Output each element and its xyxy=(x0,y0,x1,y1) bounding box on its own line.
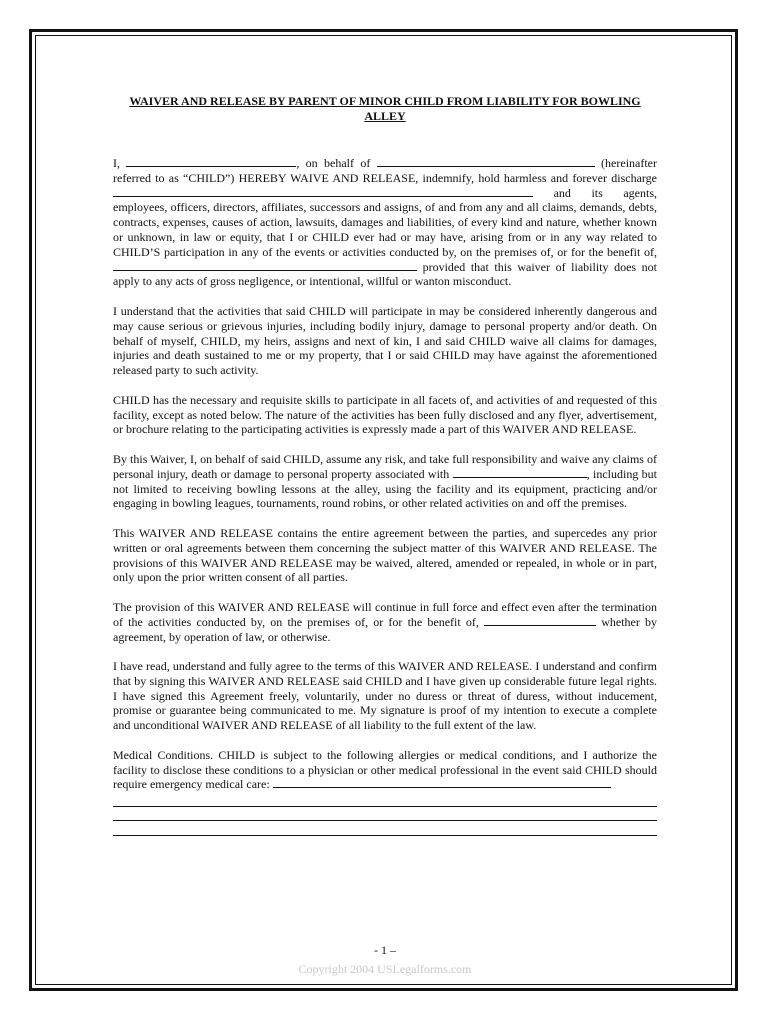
continuation-text-b: whether by agreement, by operation of law, or otherwise. xyxy=(113,614,658,644)
parent-name-blank[interactable] xyxy=(126,156,296,167)
paragraph-inherent-risk: I understand that the activities that said CHILD will participate in may be considered inherently dangerous and may cause serious or grievous injuries, including bodily injury, damage to personal property and/or death. On behalf of myself, CHILD, my heirs, assigns and next of kin, I and said CHILD waive all claims for damages, injuries and death sustained to me or my property, that I or said CHILD may have against the aforementioned released party to such activity. xyxy=(113,303,657,378)
medical-conditions-blank[interactable] xyxy=(273,777,611,788)
assume-risk-text-b: , including but not limited to receiving bowling lessons at the alley, using the facility and its equipment, practicing and/or engaging in bowling leagues, tournaments, round robins, or other related activities on and off the premises. xyxy=(113,466,658,511)
waiver-text-c: (hereinafter referred to as “CHILD”) HEREBY WAIVE AND RELEASE, indemnify, hold harmless and forever discharge xyxy=(113,156,658,185)
activity-blank[interactable] xyxy=(453,467,587,478)
paragraph-medical-conditions xyxy=(113,748,657,792)
waiver-text-a: I, xyxy=(113,156,120,170)
medical-conditions-line-3[interactable] xyxy=(113,821,657,836)
released-party-blank[interactable] xyxy=(113,186,533,197)
paragraph-assume-risk xyxy=(113,452,657,511)
document-body xyxy=(113,94,657,836)
page-number: - 1 – xyxy=(374,943,396,957)
medical-conditions-line-1[interactable] xyxy=(113,792,657,807)
paragraph-child-skills: CHILD has the necessary and requisite skills to participate in all facets of, and activities of and requested of this facility, except as noted below. The nature of the activities has been fully disclosed and any flyer, advertisement, or brochure relating to the participating activities is expressly made a part of this WAIVER AND RELEASE. xyxy=(113,392,657,437)
waiver-text-d: and its agents, employees, officers, directors, affiliates, successors and assigns, of and from any and all claims, demands, debts, contracts, expenses, causes of action, lawsuits, damages and liabilities, of every kind and nature, whether known or unknown, in law or equity, that I or CHILD ever had or may have, arising from or in any way related to CHILD’S participation in any of the events or activities conducted by, on the premises of, or for the benefit of, xyxy=(113,185,657,259)
assume-risk-text-a: By this Waiver, I, on behalf of said CHILD, assume any risk, and take full responsibility and waive any claims of personal injury, death or damage to personal property associated with xyxy=(113,451,657,481)
document-title xyxy=(113,94,657,124)
waiver-text-e: provided that this waiver of liability does not apply to any acts of gross negligence, or intentional, willful or wanton misconduct. xyxy=(113,259,658,289)
benefit-party-blank[interactable] xyxy=(484,615,596,626)
child-name-blank[interactable] xyxy=(377,156,595,167)
medical-conditions-text: Medical Conditions. CHILD is subject to the following allergies or medical conditions, and I authorize the facility to disclose these conditions to a physician or other medical professional in the event said CHILD should require emergency medical care: xyxy=(113,747,657,792)
paragraph-acknowledgement: I have read, understand and fully agree to the terms of this WAIVER AND RELEASE. I understand and confirm that by signing this WAIVER AND RELEASE said CHILD and I have given up considerable future legal rights. I have signed this Agreement freely, voluntarily, under no duress or threat of duress, without inducement, promise or guarantee being communicated to me. My signature is proof of my intention to execute a complete and unconditional WAIVER AND RELEASE of all liability to the full extent of the law. xyxy=(113,659,657,733)
facility-name-blank[interactable] xyxy=(113,260,417,271)
paragraph-entire-agreement: This WAIVER AND RELEASE contains the entire agreement between the parties, and supercedes any prior written or oral agreements between them concerning the subject matter of this WAIVER AND RELEASE. The provisions of this WAIVER AND RELEASE may be waived, altered, amended or repealed, in whole or in part, only upon the prior written consent of all parties. xyxy=(113,525,657,585)
waiver-text-b: , on behalf of xyxy=(296,156,371,170)
paragraph-waiver xyxy=(113,156,657,289)
copyright-notice: Copyright 2004 USLegalforms.com xyxy=(298,962,472,976)
paragraph-continuation xyxy=(113,600,657,644)
continuation-text-a: The provision of this WAIVER AND RELEASE will continue in full force and effect even after the termination of the activities conducted by, on the premises of, or for the benefit of, xyxy=(113,599,657,629)
medical-conditions-line-2[interactable] xyxy=(113,807,657,822)
title-line-1: WAIVER AND RELEASE BY PARENT OF MINOR CHILD FROM LIABILITY FOR BOWLING xyxy=(129,94,641,108)
title-line-2: ALLEY xyxy=(364,109,406,123)
